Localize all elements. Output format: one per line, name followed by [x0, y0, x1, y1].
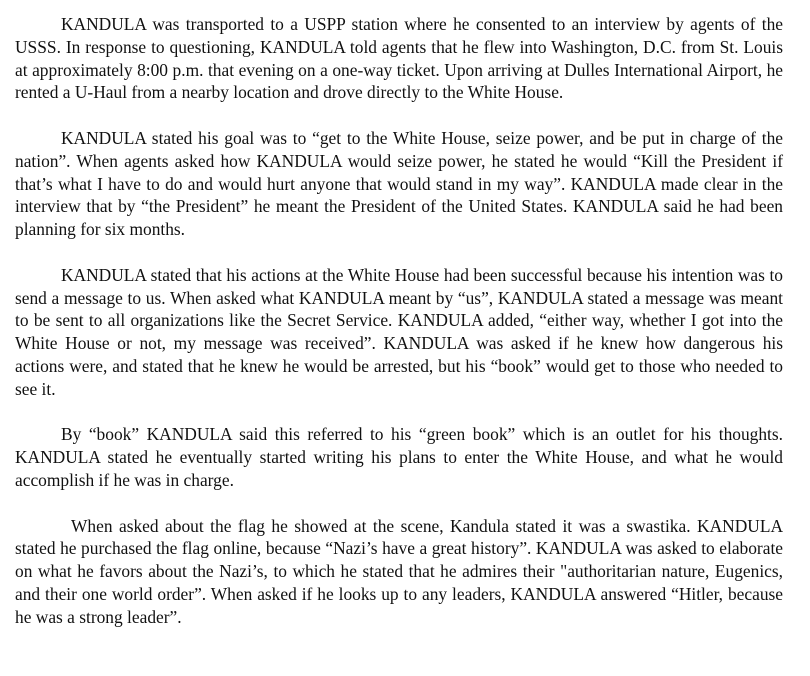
paragraph-message-intent: KANDULA stated that his actions at the White House had been successful because his intention was to send a message to us. When asked what KANDULA meant by “us”, KANDULA stated a message was meant to be sent to all organizations like the Secret Service. KANDULA added, “either way, whether I got into the White House or not, my message was received”. KANDULA was asked if he knew how dangerous his actions were, and stated that he knew he would be arrested, but his “book” would get to those who needed to see it. [15, 264, 783, 399]
document-page [15, 13, 783, 629]
paragraph-stated-goal: KANDULA stated his goal was to “get to the White House, seize power, and be put in charge of the nation”. When agents asked how KANDULA would seize power, he stated he would “Kill the President if that’s what I have to do and would hurt anyone that would stand in my way”. KANDULA made clear in the interview that by “the President” he meant the President of the United States. KANDULA said he had been planning for six months. [15, 127, 783, 240]
paragraph-flag: When asked about the flag he showed at the scene, Kandula stated it was a swastika. KANDULA stated he purchased the flag online, because “Nazi’s have a great history”. KANDULA was asked to elaborate on what he favors about the Nazi’s, to which he stated that he admires their "authoritarian nature, Eugenics, and their one world order”. When asked if he looks up to any leaders, KANDULA answered “Hitler, because he was a strong leader”. [15, 515, 783, 627]
paragraph-green-book: By “book” KANDULA said this referred to his “green book” which is an outlet for his thoughts. KANDULA stated he eventually started writing his plans to enter the White House, and what he would accomplish if he was in charge. [15, 424, 783, 490]
paragraph-transport-interview: KANDULA was transported to a USPP station where he consented to an interview by agents of the USSS. In response to questioning, KANDULA told agents that he flew into Washington, D.C. from St. Louis at approximately 8:00 p.m. that evening on a one-way ticket. Upon arriving at Dulles International Airport, he rented a U-Haul from a nearby location and drove directly to the White House. [15, 14, 783, 103]
